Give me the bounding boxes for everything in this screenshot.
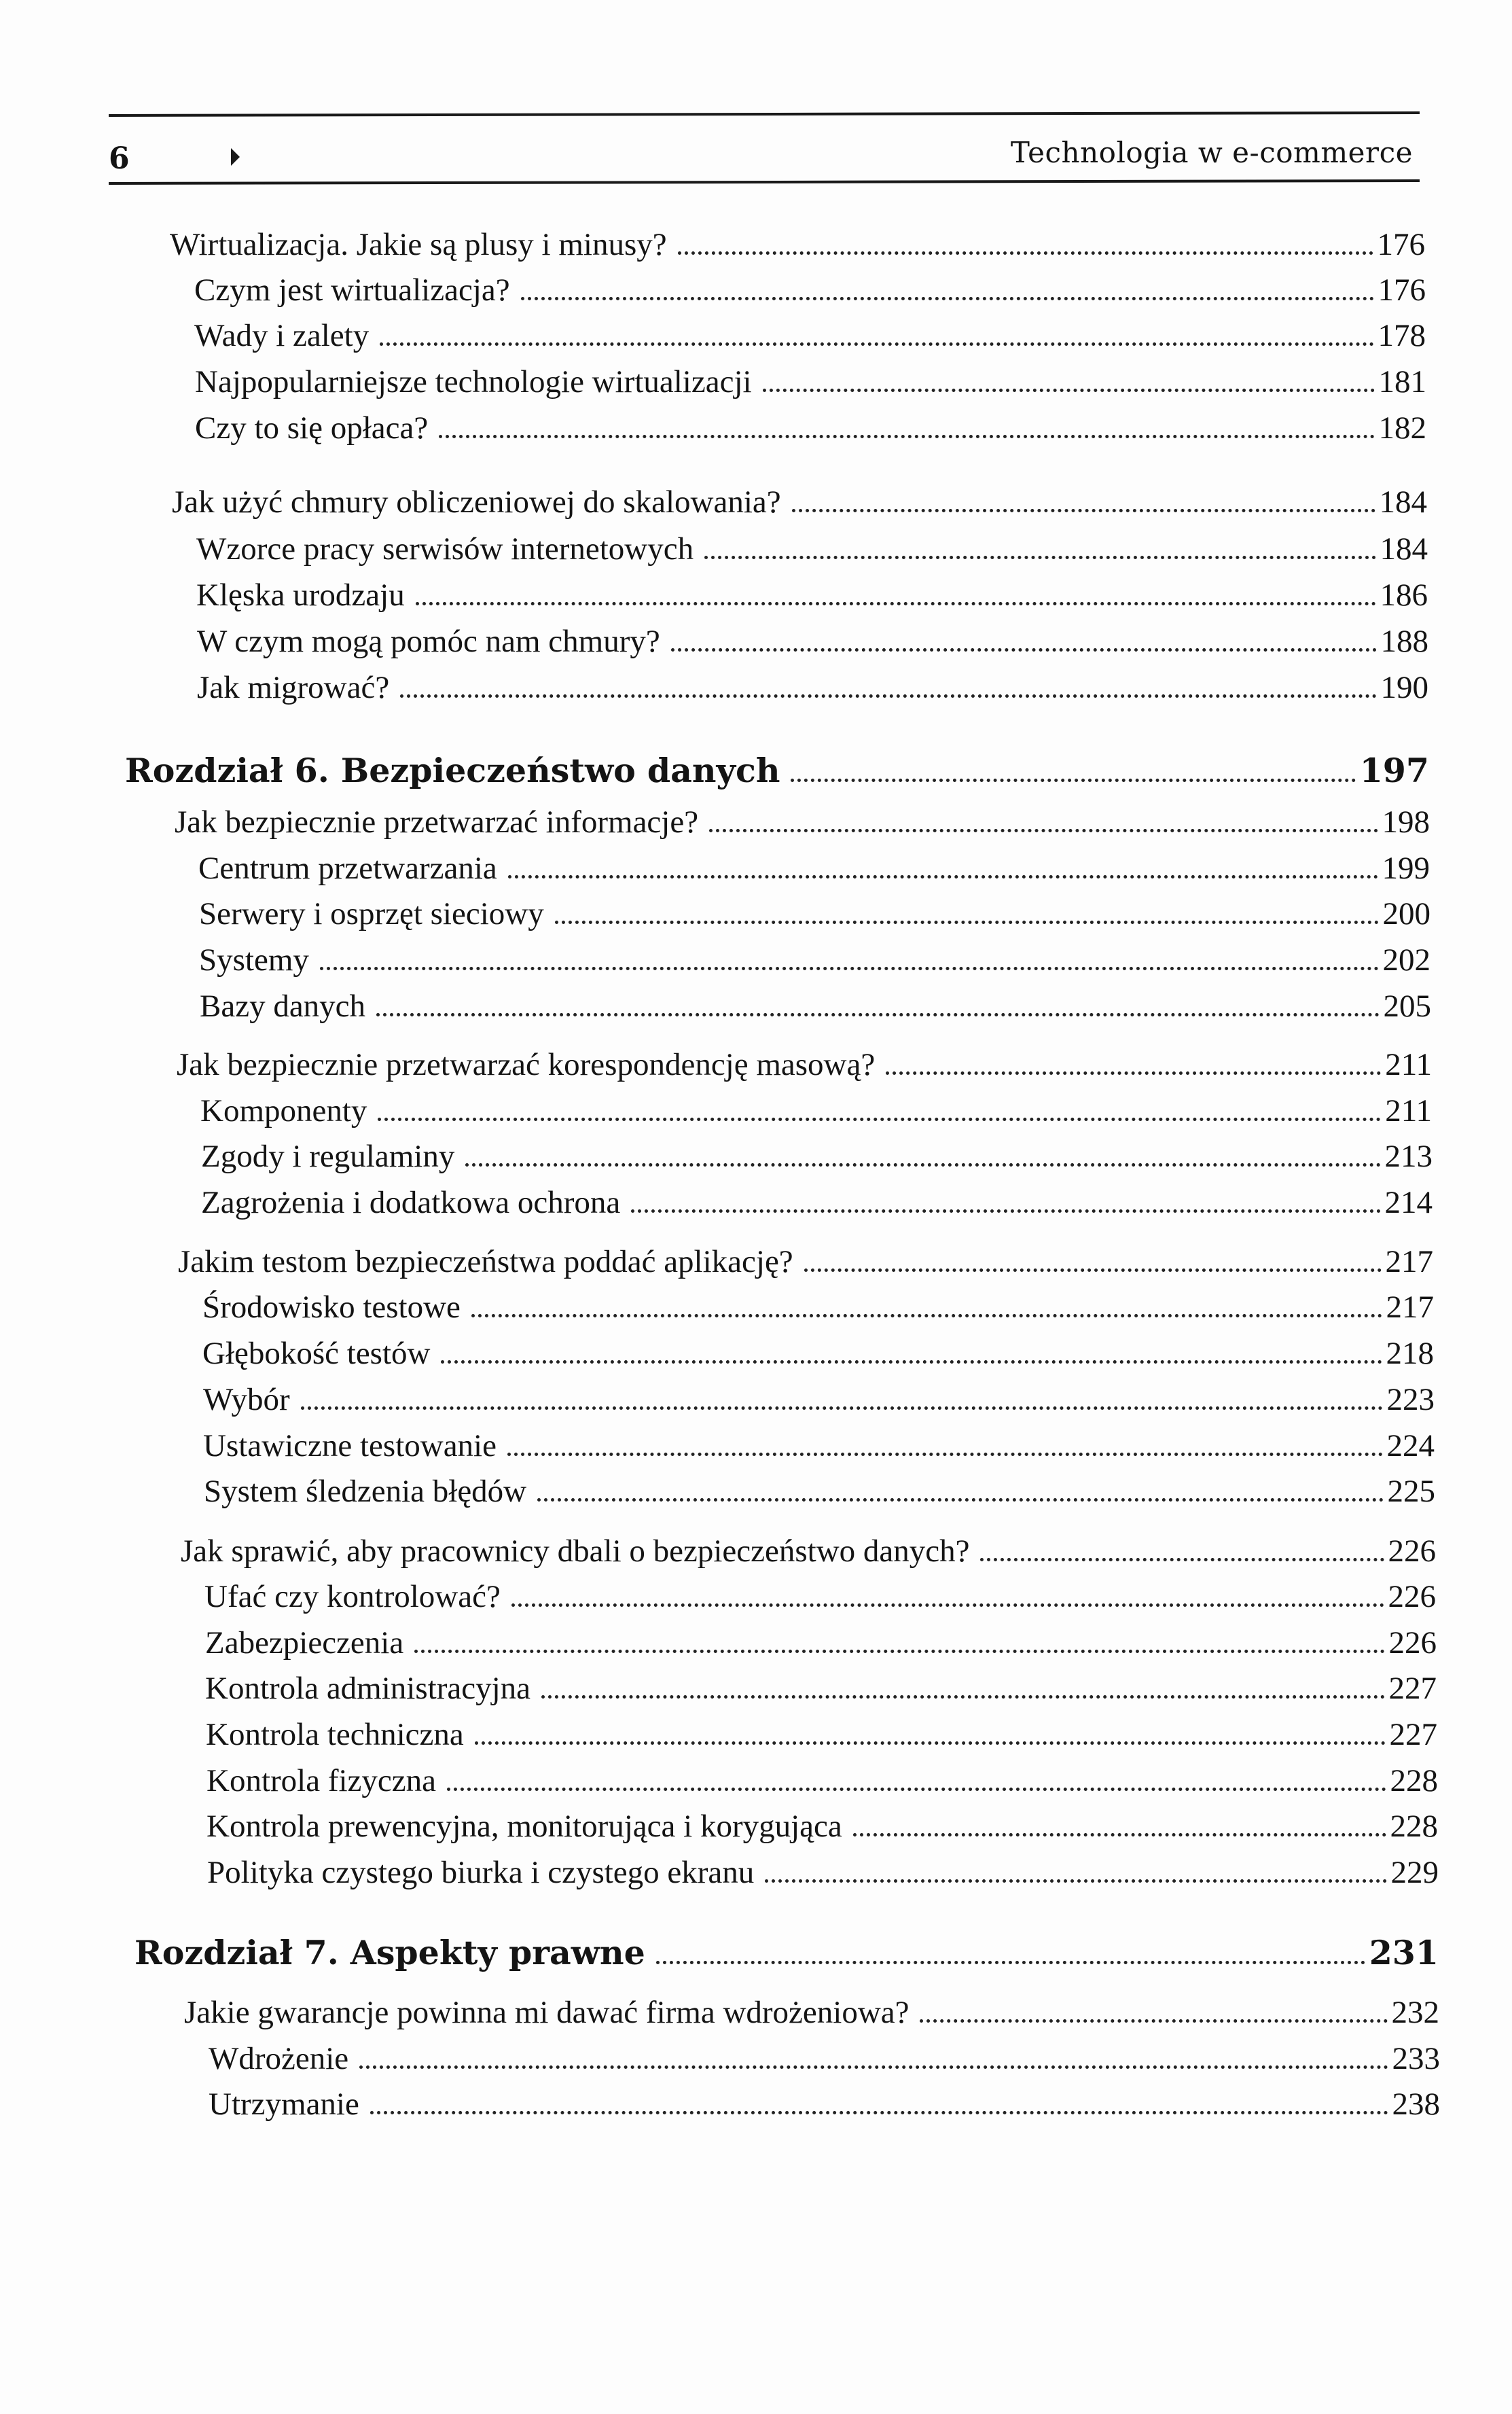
- toc-section-entry: [172, 484, 1427, 520]
- toc-subsection-entry: [205, 1625, 1437, 1661]
- page-number: 6: [109, 141, 130, 176]
- dot-leader: [671, 648, 1377, 652]
- header-bottom-rule: [109, 179, 1420, 185]
- dot-leader: [400, 694, 1376, 698]
- toc-entry-title: Bazy danych: [200, 989, 366, 1024]
- toc-entry-page-number: 226: [1388, 1533, 1436, 1569]
- toc-entry-page-number: 226: [1388, 1625, 1437, 1661]
- toc-entry-page-number: 226: [1388, 1579, 1436, 1614]
- dot-leader: [631, 1209, 1380, 1213]
- toc-subsection-entry: [203, 1381, 1435, 1418]
- toc-entry-page-number: 190: [1380, 670, 1428, 705]
- dot-leader: [320, 967, 1379, 970]
- toc-section-entry: [184, 1994, 1439, 2031]
- toc-entry-title: Czy to się opłaca?: [195, 410, 429, 446]
- dot-leader: [465, 1163, 1380, 1167]
- dot-leader: [555, 921, 1379, 924]
- dot-leader: [376, 1013, 1379, 1016]
- toc-entry-page-number: 186: [1380, 578, 1428, 613]
- toc-section-entry: [181, 1533, 1436, 1569]
- toc-entry-title: Jak bezpiecznie przetwarzać informacje?: [175, 804, 699, 840]
- dot-leader: [920, 2019, 1387, 2023]
- dot-leader: [370, 2111, 1388, 2114]
- toc-subsection-entry: [200, 988, 1431, 1025]
- toc-entry-title: Środowisko testowe: [202, 1290, 461, 1325]
- toc-entry-page-number: 176: [1378, 272, 1426, 308]
- toc-entry-title: Ufać czy kontrolować?: [204, 1579, 501, 1614]
- toc-entry-title: Kontrola techniczna: [206, 1717, 464, 1752]
- toc-entry-page-number: 205: [1383, 989, 1431, 1024]
- dot-leader: [792, 509, 1375, 512]
- toc-subsection-entry: [203, 1427, 1435, 1464]
- toc-entry-title: Jak sprawić, aby pracownicy dbali o bezpieczeństwo danych?: [181, 1533, 970, 1569]
- toc-entry-page-number: 231: [1369, 1933, 1439, 1972]
- toc-subsection-entry: [198, 850, 1430, 887]
- dot-leader: [704, 556, 1375, 559]
- toc-chapter-entry: [125, 751, 1429, 790]
- dot-leader: [475, 1741, 1386, 1745]
- toc-entry-title: Kontrola administracyjna: [205, 1671, 530, 1706]
- toc-entry-title: Wybór: [203, 1382, 290, 1417]
- toc-subsection-entry: [197, 669, 1428, 706]
- toc-entry-page-number: 182: [1378, 410, 1426, 446]
- toc-subsection-entry: [204, 1578, 1436, 1615]
- toc-entry-title: Zagrożenia i dodatkowa ochrona: [201, 1185, 621, 1220]
- toc-entry-title: Systemy: [199, 942, 309, 978]
- toc-subsection-entry: [199, 895, 1430, 932]
- dot-leader: [439, 435, 1374, 438]
- toc-entry-title: Serwery i osprzęt sieciowy: [199, 896, 544, 931]
- toc-entry-title: Kontrola prewencyjna, monitorująca i korygująca: [206, 1809, 842, 1844]
- dot-leader: [414, 1650, 1384, 1653]
- dot-leader: [447, 1788, 1386, 1791]
- toc-entry-title: Jak migrować?: [197, 670, 390, 705]
- toc-entry-page-number: 229: [1390, 1855, 1439, 1890]
- dot-leader: [378, 1118, 1381, 1121]
- toc-entry-page-number: 202: [1382, 942, 1430, 978]
- toc-entry-page-number: 197: [1359, 751, 1429, 790]
- toc-entry-page-number: 214: [1384, 1185, 1433, 1220]
- toc-entry-title: Polityka czystego biurka i czystego ekranu: [207, 1855, 755, 1890]
- toc-subsection-entry: [205, 1670, 1437, 1707]
- dot-leader: [886, 1071, 1381, 1075]
- toc-entry-title: Jak użyć chmury obliczeniowej do skalowania?: [172, 484, 781, 520]
- toc-subsection-entry: [204, 1473, 1435, 1510]
- dot-leader: [656, 1961, 1365, 1964]
- dot-leader: [521, 297, 1374, 300]
- toc-entry-title: Wady i zalety: [194, 318, 370, 353]
- toc-entry-page-number: 224: [1386, 1428, 1435, 1463]
- toc-subsection-entry: [194, 317, 1426, 354]
- toc-section-entry: [170, 226, 1425, 263]
- dot-leader: [709, 829, 1378, 832]
- dot-leader: [301, 1406, 1383, 1410]
- toc-subsection-entry: [206, 1808, 1438, 1845]
- dot-leader: [853, 1833, 1386, 1836]
- toc-subsection-entry: [196, 531, 1428, 567]
- dot-leader: [508, 875, 1378, 878]
- toc-entry-page-number: 211: [1385, 1047, 1432, 1082]
- toc-subsection-entry: [207, 1854, 1439, 1891]
- dot-leader: [359, 2065, 1388, 2069]
- toc-entry-page-number: 233: [1392, 2041, 1440, 2076]
- toc-entry-page-number: 188: [1380, 624, 1428, 659]
- toc-subsection-entry: [195, 363, 1426, 400]
- dot-leader: [416, 602, 1376, 605]
- toc-entry-title: Ustawiczne testowanie: [203, 1428, 497, 1463]
- dot-leader: [791, 779, 1355, 782]
- toc-entry-page-number: 184: [1380, 531, 1428, 567]
- toc-entry-page-number: 217: [1386, 1290, 1434, 1325]
- toc-subsection-entry: [201, 1138, 1433, 1175]
- toc-entry-page-number: 178: [1378, 318, 1426, 353]
- dot-leader: [765, 1879, 1386, 1883]
- toc-subsection-entry: [202, 1335, 1434, 1372]
- toc-entry-title: Centrum przetwarzania: [198, 851, 497, 886]
- toc-chapter-entry: [134, 1933, 1439, 1972]
- dot-leader: [471, 1314, 1382, 1317]
- toc-entry-title: Klęska urodzaju: [196, 578, 405, 613]
- toc-subsection-entry: [194, 272, 1426, 308]
- toc-entry-title: Wdrożenie: [209, 2041, 349, 2076]
- toc-entry-title: Zabezpieczenia: [205, 1625, 404, 1661]
- toc-entry-page-number: 225: [1387, 1474, 1435, 1509]
- toc-section-entry: [175, 804, 1430, 840]
- toc-entry-page-number: 176: [1377, 227, 1425, 262]
- toc-entry-page-number: 199: [1382, 851, 1430, 886]
- toc-entry-page-number: 198: [1382, 804, 1430, 840]
- toc-entry-page-number: 223: [1386, 1382, 1435, 1417]
- toc-subsection-entry: [206, 1762, 1438, 1799]
- toc-entry-title: Najpopularniejsze technologie wirtualizacji: [195, 364, 752, 400]
- dot-leader: [507, 1453, 1383, 1456]
- toc-subsection-entry: [196, 577, 1428, 614]
- toc-subsection-entry: [209, 2086, 1440, 2123]
- toc-entry-title: W czym mogą pomóc nam chmury?: [197, 624, 660, 659]
- toc-entry-title: Czym jest wirtualizacja?: [194, 272, 510, 308]
- toc-entry-title: Jak bezpiecznie przetwarzać korespondencję masową?: [177, 1047, 876, 1082]
- toc-entry-title: System śledzenia błędów: [204, 1474, 527, 1509]
- toc-subsection-entry: [195, 410, 1426, 446]
- toc-entry-page-number: 227: [1388, 1671, 1437, 1706]
- toc-entry-title: Zgody i regulaminy: [201, 1139, 455, 1174]
- toc-entry-title: Komponenty: [200, 1093, 367, 1129]
- dot-leader: [678, 251, 1373, 255]
- toc-entry-title: Kontrola fizyczna: [206, 1763, 436, 1798]
- toc-subsection-entry: [200, 1093, 1432, 1129]
- toc-entry-title: Wzorce pracy serwisów internetowych: [196, 531, 694, 567]
- toc-entry-title: Rozdział 6. Bezpieczeństwo danych: [125, 751, 780, 790]
- toc-entry-title: Jakim testom bezpieczeństwa poddać aplikację?: [178, 1244, 793, 1279]
- dot-leader: [511, 1603, 1384, 1607]
- dot-leader: [537, 1498, 1383, 1502]
- toc-entry-page-number: 218: [1386, 1336, 1434, 1371]
- toc-entry-title: Utrzymanie: [209, 2087, 359, 2122]
- toc-subsection-entry: [202, 1289, 1434, 1326]
- toc-entry-page-number: 228: [1390, 1763, 1438, 1798]
- toc-entry-title: Głębokość testów: [202, 1336, 431, 1371]
- toc-subsection-entry: [206, 1716, 1437, 1753]
- toc-entry-title: Wirtualizacja. Jakie są plusy i minusy?: [170, 227, 667, 262]
- toc-subsection-entry: [197, 623, 1428, 660]
- toc-entry-page-number: 181: [1378, 364, 1426, 400]
- toc-subsection-entry: [199, 942, 1430, 978]
- toc-entry-page-number: 227: [1389, 1717, 1437, 1752]
- triangle-marker-icon: [231, 148, 240, 166]
- dot-leader: [541, 1695, 1385, 1699]
- toc-entry-title: Rozdział 7. Aspekty prawne: [134, 1933, 645, 1972]
- toc-subsection-entry: [201, 1184, 1433, 1221]
- toc-entry-page-number: 213: [1384, 1139, 1433, 1174]
- toc-entry-page-number: 228: [1390, 1809, 1438, 1844]
- toc-entry-title: Jakie gwarancje powinna mi dawać firma wdrożeniowa?: [184, 1995, 910, 2030]
- toc-subsection-entry: [209, 2040, 1440, 2077]
- header-top-rule: [109, 111, 1420, 117]
- page-header: [109, 114, 1420, 189]
- dot-leader: [380, 342, 1373, 346]
- toc-section-entry: [178, 1243, 1433, 1280]
- dot-leader: [763, 389, 1375, 392]
- toc-section-entry: [177, 1046, 1432, 1083]
- toc-entry-page-number: 200: [1382, 896, 1430, 931]
- toc-entry-page-number: 211: [1385, 1093, 1432, 1129]
- dot-leader: [441, 1360, 1382, 1364]
- toc-entry-page-number: 238: [1392, 2087, 1440, 2122]
- toc-entry-page-number: 184: [1379, 484, 1427, 520]
- dot-leader: [980, 1558, 1384, 1561]
- toc-entry-page-number: 232: [1391, 1995, 1439, 2030]
- running-title: Technologia w e-commerce: [1010, 136, 1413, 169]
- toc-entry-page-number: 217: [1385, 1244, 1433, 1279]
- dot-leader: [804, 1268, 1382, 1272]
